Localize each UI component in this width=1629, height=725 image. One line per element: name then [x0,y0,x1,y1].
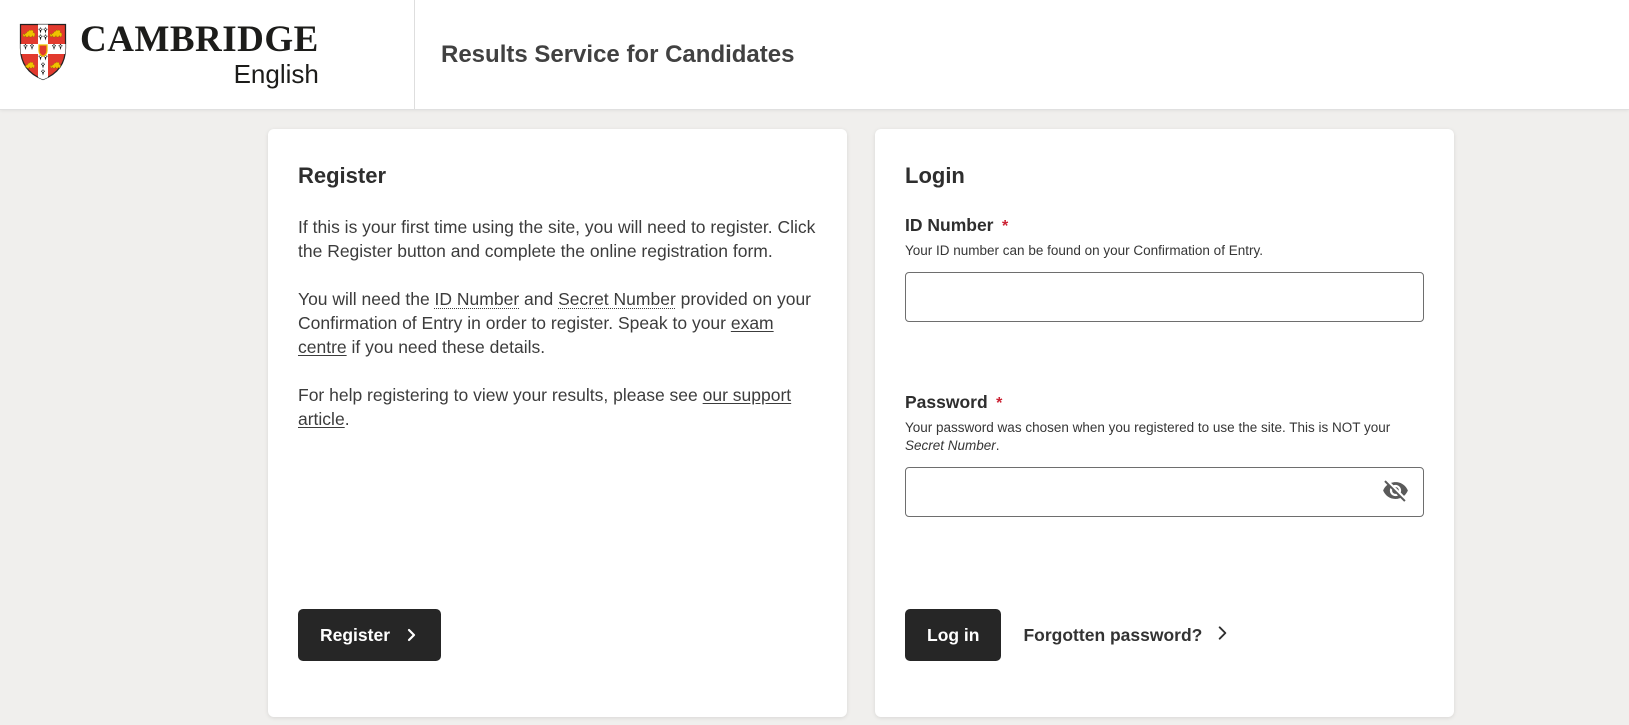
login-card [875,129,1454,717]
paragraph-text: and [519,289,559,309]
login-heading: Login [905,163,965,188]
helper-text: . [995,438,1000,453]
password-input[interactable] [905,467,1424,517]
forgotten-password-link[interactable] [1023,623,1231,648]
register-card-footer [298,609,441,661]
cambridge-shield-icon [18,23,68,86]
password-input-wrap [905,467,1424,517]
id-number-label: ID Number [905,215,994,235]
paragraph-text: You will need the [298,289,435,309]
secret-number-emphasis: Secret Number [905,438,996,453]
password-label: Password [905,392,988,412]
login-card-footer [905,609,1231,661]
id-number-input[interactable] [905,272,1424,322]
helper-text: Your password was chosen when you registered to use the site. This is NOT your [905,420,1391,435]
chevron-right-icon [1214,623,1231,648]
password-field-group [905,392,1424,517]
register-button-label: Register [320,624,391,645]
cambridge-english-logo [0,0,415,109]
app-header [0,0,1629,110]
support-article-link[interactable]: our support article [298,385,792,429]
login-button[interactable] [905,609,1001,661]
main-content [0,110,1629,725]
paragraph-text: if you need these details. [346,337,546,357]
register-intro-text: If this is your first time using the site, you will need to register. Click the Register button and complete the online registration form. [298,217,816,261]
paragraph-text: For help registering to view your results, please see [298,385,703,405]
exam-centre-link[interactable]: exam centre [298,313,774,357]
page-title: Results Service for Candidates [441,40,795,68]
password-helper-text [905,419,1405,455]
id-number-input-wrap [905,272,1424,322]
required-asterisk: * [996,395,1003,412]
register-button[interactable] [298,609,441,661]
id-number-label-row [905,215,1424,236]
chevron-right-icon [404,626,419,644]
eye-off-icon [1382,477,1409,507]
register-intro-paragraph [298,215,817,263]
logo-wordmark [80,21,319,88]
id-number-field-group [905,215,1424,322]
logo-english-text: English [233,59,319,89]
id-number-term[interactable]: ID Number [434,289,520,309]
id-number-helper-text: Your ID number can be found on your Confirmation of Entry. [905,243,1263,258]
header-title-section [415,0,1629,109]
logo-cambridge-text: CAMBRIDGE [80,19,319,60]
register-card [268,129,847,717]
login-button-label: Log in [927,624,980,645]
register-heading: Register [298,163,387,188]
required-asterisk: * [1001,218,1009,235]
password-visibility-toggle[interactable] [1376,473,1414,511]
register-help-paragraph [298,383,817,431]
paragraph-text: provided on your Confirmation of Entry in order to register. Speak to your [298,289,812,333]
register-requirements-paragraph [298,287,817,359]
paragraph-text: . [344,409,350,429]
secret-number-term[interactable]: Secret Number [558,289,676,309]
password-label-row [905,392,1424,413]
forgotten-password-label: Forgotten password? [1023,624,1203,645]
